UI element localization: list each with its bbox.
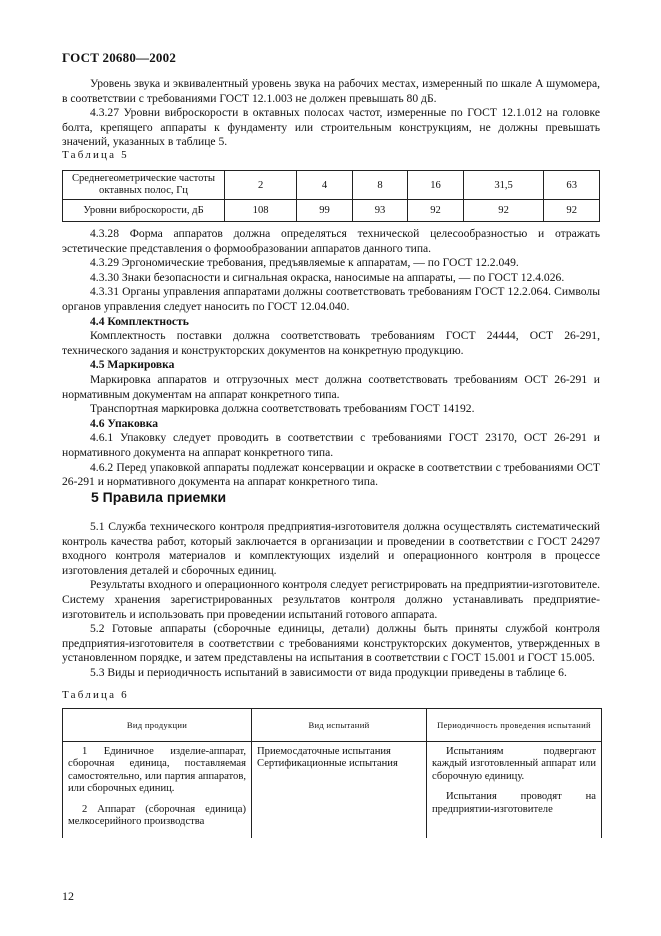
list-item: 2 Аппарат (сборочная единица) мелкосерийного производства xyxy=(68,803,246,828)
table-cell: 92 xyxy=(544,200,600,222)
paragraph: 5.1 Служба технического контроля предприятия-изготовителя должна осуществлять систематический контроль качества работ, который заключается в организации и проведении в соответствии с ГОСТ 24297 входного контроля материалов и комплектующих изделий и операционного контроля в процессе изготовления деталей и сборочных единиц. xyxy=(62,520,600,577)
paragraph: Транспортная маркировка должна соответствовать требованиям ГОСТ 14192. xyxy=(90,402,475,416)
paragraph: 5.3 Виды и периодичность испытаний в зависимости от вида продукции приведены в таблице 6. xyxy=(90,665,567,679)
table-header-row xyxy=(63,709,602,742)
paragraph: 4.3.31 Органы управления аппаратами должны соответствовать требованиям ГОСТ 12.2.064. Символы органов управления следует наносить по ГОСТ 12.04.040. xyxy=(62,285,600,313)
table-header: Вид испытаний xyxy=(252,709,427,742)
table-cell: 99 xyxy=(297,200,353,222)
table-cell: Среднегеометрические частоты октавных полос, Гц xyxy=(63,171,225,200)
paragraph: 4.3.27 Уровни виброскорости в октавных полосах частот, измеренные по ГОСТ 12.1.012 на головке болта, крепящего аппараты к фундаменту или строительным конструкциям, не должны превышать значений, указанных в таблице 5. xyxy=(62,106,600,149)
table-cell: 92 xyxy=(463,200,544,222)
product-cell xyxy=(63,742,252,839)
paragraph: Уровень звука и эквивалентный уровень звука на рабочих местах, измеренный по шкале A шумомера, в соответствии с требованиями ГОСТ 12.1.003 не должен превышать 80 дБ. xyxy=(62,77,600,105)
page-number: 12 xyxy=(62,889,74,903)
table6 xyxy=(62,708,602,838)
periodicity-cell xyxy=(427,742,602,839)
paragraph: Маркировка аппаратов и отгрузочных мест должна соответствовать требованиям ОСТ 26-291 и нормативным документам на аппарат конкретного типа. xyxy=(62,372,600,401)
table-header: Вид продукции xyxy=(63,709,252,742)
table-cell: Уровни виброскорости, дБ xyxy=(63,200,225,222)
table-cell: 63 xyxy=(544,171,600,200)
paragraph: Результаты входного и операционного контроля следует регистрировать на предприятии-изготовителе. Систему хранения зарегистрированных результатов контроля должно устанавливать предприятие-изготовитель и использовать при проведении испытаний готового аппарата. xyxy=(62,578,600,621)
list-item: Испытаниям подвергают каждый изготовленный аппарат или сборочную единицу. xyxy=(432,746,596,782)
paragraph: 4.6.1 Упаковку следует проводить в соответствии с требованиями ГОСТ 23170, ОСТ 26-291 и нормативного документа на аппарат конкретного типа. xyxy=(62,431,600,459)
table6-label: Таблица 6 xyxy=(62,689,129,701)
test-type-cell xyxy=(252,742,427,839)
subsection-heading: 4.6 Упаковка xyxy=(90,416,159,430)
sound-level-paragraphs xyxy=(62,77,600,150)
list-item: Испытания проводят на предприятии-изготовителе xyxy=(432,791,596,815)
section-title: 5 Правила приемки xyxy=(91,489,227,505)
table-cell: 4 xyxy=(297,171,353,200)
table-cell: 93 xyxy=(352,200,408,222)
subsection-heading: 4.5 Маркировка xyxy=(90,358,175,372)
table-cell: 108 xyxy=(225,200,297,222)
table5-label: Таблица 5 xyxy=(62,149,129,161)
subsection-heading: 4.4 Комплектность xyxy=(90,314,189,328)
list-item: Приемосдаточные испытания xyxy=(257,746,391,757)
paragraph: 5.2 Готовые аппараты (сборочные единицы, детали) должны быть приняты службой контроля предприятия-изготовителя в соответствии с требованиями конструкторских документов, утвержденных в установленном порядке, и затем представлены на испытания в соответствии с ГОСТ 15.001 и ГОСТ 15.005. xyxy=(62,622,600,665)
table-cell: 92 xyxy=(408,200,464,222)
table-row xyxy=(63,171,600,200)
table-row xyxy=(63,742,602,839)
section4-body xyxy=(62,227,600,490)
section5-body xyxy=(62,520,600,681)
table-cell: 8 xyxy=(352,171,408,200)
paragraph: Комплектность поставки должна соответствовать требованиям ГОСТ 24444, ОСТ 26-291, технического задания и конструкторских документов на конкретную продукцию. xyxy=(62,329,600,357)
table-cell: 16 xyxy=(408,171,464,200)
paragraph: 4.3.28 Форма аппаратов должна определяться технической целесообразностью и отражать эстетические представления о формообразовании аппаратов данного типа. xyxy=(62,227,600,255)
table-row xyxy=(63,200,600,222)
table5 xyxy=(62,170,600,222)
page-header: ГОСТ 20680—2002 xyxy=(62,50,177,65)
list-item: 1 Единичное изделие-аппарат, сборочная единица, поставляемая самостоятельно, или партия аппаратов, или сборочных единиц. xyxy=(68,746,246,795)
paragraph: 4.6.2 Перед упаковкой аппараты подлежат консервации и окраске в соответствии с требованиями ОСТ 26-291 и нормативного документа на аппарат конкретного типа. xyxy=(62,460,600,489)
table-cell: 31,5 xyxy=(463,171,544,200)
paragraph: 4.3.29 Эргономические требования, предъявляемые к аппаратам, — по ГОСТ 12.2.049. xyxy=(90,256,519,270)
paragraph: 4.3.30 Знаки безопасности и сигнальная окраска, наносимые на аппараты, — по ГОСТ 12.4.026. xyxy=(90,270,565,284)
list-item: Сертификационные испытания xyxy=(257,758,398,770)
table-cell: 2 xyxy=(225,171,297,200)
table-header: Периодичность проведения испытаний xyxy=(427,709,602,742)
